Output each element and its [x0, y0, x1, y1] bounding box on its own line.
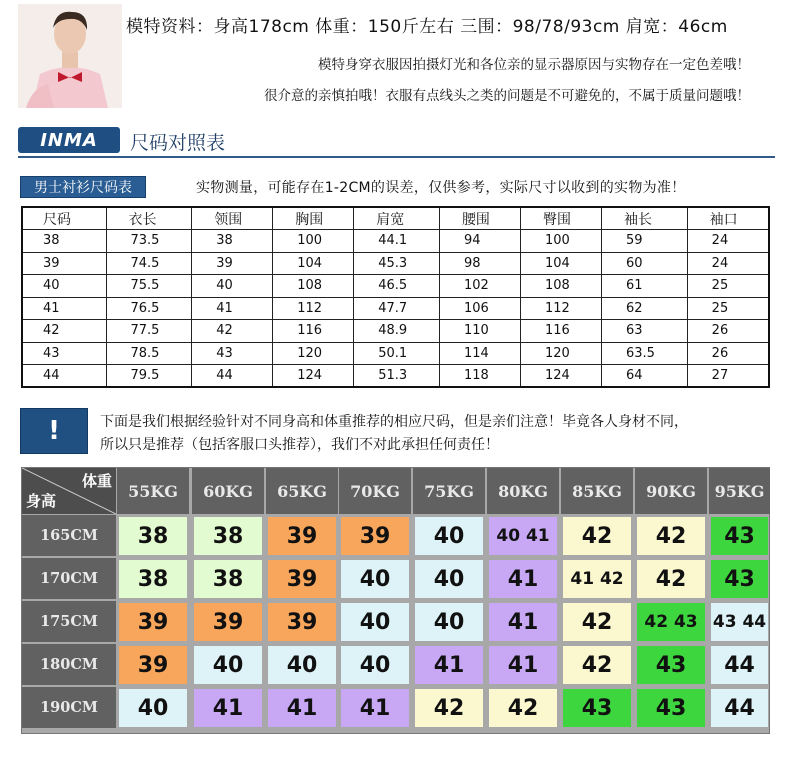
recommended-size-cell: 43 [711, 517, 768, 555]
table-cell: 40 [22, 275, 106, 298]
header-cell: 袖长 [601, 207, 687, 230]
weight-header: 55KG [117, 468, 189, 514]
recommended-size-cell: 40 [415, 560, 483, 598]
table-cell: 48.9 [354, 320, 440, 343]
recommended-size-cell: 41 42 [563, 560, 631, 598]
table-cell: 98 [439, 252, 520, 275]
recommended-size-cell: 43 [711, 560, 768, 598]
recommended-size-cell: 41 [341, 689, 409, 727]
recommended-size-cell: 41 [194, 689, 262, 727]
table-cell: 39 [192, 252, 273, 275]
recommended-size-cell: 42 [563, 603, 631, 641]
table-cell: 94 [439, 230, 520, 253]
recommended-size-cell: 39 [119, 646, 187, 684]
measurement-note: 实物测量，可能存在1-2CM的误差，仅供参考，实际尺寸以收到的实物为准！ [196, 180, 686, 196]
weight-header: 85KG [561, 468, 633, 514]
table-cell: 78.5 [106, 342, 192, 365]
recommended-size-cell: 40 [119, 689, 187, 727]
recommended-size-cell: 40 [415, 517, 483, 555]
recommended-size-cell: 38 [119, 517, 187, 555]
size-table-header [22, 207, 769, 230]
height-axis-label: 身高 [26, 492, 57, 510]
recommended-size-cell: 40 [341, 560, 409, 598]
weight-header: 80KG [487, 468, 559, 514]
recommended-size-cell: 40 [341, 646, 409, 684]
warning-icon: ! [20, 408, 88, 454]
table-row [22, 342, 769, 365]
warning-text-line1: 下面是我们根据经验针对不同身高和体重推荐的相应尺码，但是亲们注意！毕竟各人身材不同， [100, 414, 688, 430]
table-cell: 41 [22, 297, 106, 320]
model-figure-icon [18, 4, 122, 108]
recommended-size-cell: 40 [341, 603, 409, 641]
table-cell: 51.3 [354, 365, 440, 388]
table-cell: 43 [22, 342, 106, 365]
recommended-size-cell: 43 [637, 646, 705, 684]
grid-corner-header [22, 468, 116, 514]
height-header: 170CM [22, 558, 116, 599]
table-cell: 25 [687, 275, 769, 298]
model-photo [18, 4, 122, 108]
recommended-size-cell: 40 41 [489, 517, 557, 555]
header-cell: 臀围 [520, 207, 601, 230]
weight-header: 90KG [635, 468, 707, 514]
table-cell: 64 [601, 365, 687, 388]
weight-header: 75KG [413, 468, 485, 514]
height-header: 165CM [22, 515, 116, 556]
table-cell: 108 [520, 275, 601, 298]
recommended-size-cell: 40 [415, 603, 483, 641]
recommended-size-cell: 39 [341, 517, 409, 555]
table-cell: 62 [601, 297, 687, 320]
table-cell: 26 [687, 342, 769, 365]
weight-header: 95KG [709, 468, 770, 514]
recommended-size-cell: 42 [637, 560, 705, 598]
table-cell: 50.1 [354, 342, 440, 365]
brand-logo: INMA [18, 127, 120, 153]
recommended-size-cell: 42 [637, 517, 705, 555]
height-header: 190CM [22, 687, 116, 728]
table-cell: 26 [687, 320, 769, 343]
warning-text-line2: 所以只是推荐（包括客服口头推荐），我们不对此承担任何责任！ [100, 437, 499, 453]
table-cell: 24 [687, 252, 769, 275]
model-info-section [0, 0, 790, 112]
table-cell: 42 [192, 320, 273, 343]
table-row [22, 275, 769, 298]
recommended-size-cell: 39 [268, 517, 336, 555]
table-row [22, 252, 769, 275]
table-row [22, 297, 769, 320]
recommended-size-cell: 42 [563, 517, 631, 555]
table-cell: 38 [192, 230, 273, 253]
table-cell: 124 [520, 365, 601, 388]
height-header: 175CM [22, 601, 116, 642]
recommended-size-cell: 39 [194, 603, 262, 641]
size-table [21, 206, 770, 388]
table-cell: 102 [439, 275, 520, 298]
header-cell: 袖口 [687, 207, 769, 230]
quality-note: 很介意的亲慎拍哦！衣服有点线头之类的问题是不可避免的，不属于质量问题哦！ [264, 88, 750, 104]
color-difference-note: 模特身穿衣服因拍摄灯光和各位亲的显示器原因与实物存在一定色差哦！ [318, 57, 750, 73]
table-cell: 24 [687, 230, 769, 253]
recommended-size-cell: 44 [711, 646, 768, 684]
recommended-size-cell: 38 [194, 517, 262, 555]
header-cell: 胸围 [273, 207, 354, 230]
table-cell: 59 [601, 230, 687, 253]
table-cell: 41 [192, 297, 273, 320]
weight-header: 70KG [339, 468, 411, 514]
table-cell: 112 [520, 297, 601, 320]
recommended-size-cell: 42 43 [637, 603, 705, 641]
recommended-size-cell: 41 [489, 560, 557, 598]
table-row [22, 230, 769, 253]
weight-header: 65KG [266, 468, 338, 514]
weight-header: 60KG [192, 468, 264, 514]
table-cell: 44 [192, 365, 273, 388]
table-cell: 74.5 [106, 252, 192, 275]
table-cell: 118 [439, 365, 520, 388]
recommended-size-cell: 39 [268, 603, 336, 641]
table-cell: 100 [273, 230, 354, 253]
header-cell: 领围 [192, 207, 273, 230]
table-cell: 44 [22, 365, 106, 388]
table-cell: 79.5 [106, 365, 192, 388]
recommended-size-cell: 41 [489, 603, 557, 641]
table-cell: 116 [520, 320, 601, 343]
table-cell: 75.5 [106, 275, 192, 298]
table-cell: 73.5 [106, 230, 192, 253]
recommended-size-cell: 38 [194, 560, 262, 598]
header-cell: 尺码 [22, 207, 106, 230]
brand-bar [18, 124, 775, 158]
table-cell: 100 [520, 230, 601, 253]
table-cell: 47.7 [354, 297, 440, 320]
table-cell: 77.5 [106, 320, 192, 343]
table-cell: 120 [520, 342, 601, 365]
table-cell: 42 [22, 320, 106, 343]
recommended-size-cell: 39 [268, 560, 336, 598]
table-cell: 114 [439, 342, 520, 365]
table-cell: 120 [273, 342, 354, 365]
table-cell: 44.1 [354, 230, 440, 253]
table-row [22, 365, 769, 388]
table-cell: 61 [601, 275, 687, 298]
recommended-size-cell: 41 [268, 689, 336, 727]
table-cell: 46.5 [354, 275, 440, 298]
recommended-size-cell: 40 [268, 646, 336, 684]
recommended-size-cell: 39 [119, 603, 187, 641]
recommended-size-cell: 42 [563, 646, 631, 684]
recommended-size-cell: 41 [489, 646, 557, 684]
recommended-size-cell: 41 [415, 646, 483, 684]
header-cell: 衣长 [106, 207, 192, 230]
table-row [22, 320, 769, 343]
table-cell: 45.3 [354, 252, 440, 275]
size-recommendation-grid [21, 467, 770, 734]
recommended-size-cell: 43 [637, 689, 705, 727]
table-cell: 116 [273, 320, 354, 343]
table-cell: 40 [192, 275, 273, 298]
recommended-size-cell: 38 [119, 560, 187, 598]
weight-axis-label: 体重 [81, 472, 112, 490]
table-cell: 124 [273, 365, 354, 388]
table-cell: 39 [22, 252, 106, 275]
recommended-size-cell: 40 [194, 646, 262, 684]
table-cell: 110 [439, 320, 520, 343]
height-header: 180CM [22, 644, 116, 685]
section-title: 尺码对照表 [130, 132, 226, 154]
table-cell: 106 [439, 297, 520, 320]
table-cell: 63.5 [601, 342, 687, 365]
table-cell: 104 [273, 252, 354, 275]
recommended-size-cell: 42 [489, 689, 557, 727]
recommended-size-cell: 43 44 [711, 603, 768, 641]
table-cell: 43 [192, 342, 273, 365]
recommended-size-cell: 44 [711, 689, 768, 727]
table-cell: 112 [273, 297, 354, 320]
table-cell: 25 [687, 297, 769, 320]
recommended-size-cell: 43 [563, 689, 631, 727]
table-cell: 108 [273, 275, 354, 298]
table-cell: 38 [22, 230, 106, 253]
table-cell: 104 [520, 252, 601, 275]
table-cell: 60 [601, 252, 687, 275]
header-cell: 腰围 [439, 207, 520, 230]
recommended-size-cell: 42 [415, 689, 483, 727]
header-cell: 肩宽 [354, 207, 440, 230]
table-cell: 27 [687, 365, 769, 388]
size-chart-tag: 男士衬衫尺码表 [20, 176, 146, 198]
table-cell: 76.5 [106, 297, 192, 320]
table-cell: 63 [601, 320, 687, 343]
model-specs: 模特资料：身高178cm 体重：150斤左右 三围：98/78/93cm 肩宽：46cm [126, 17, 728, 37]
